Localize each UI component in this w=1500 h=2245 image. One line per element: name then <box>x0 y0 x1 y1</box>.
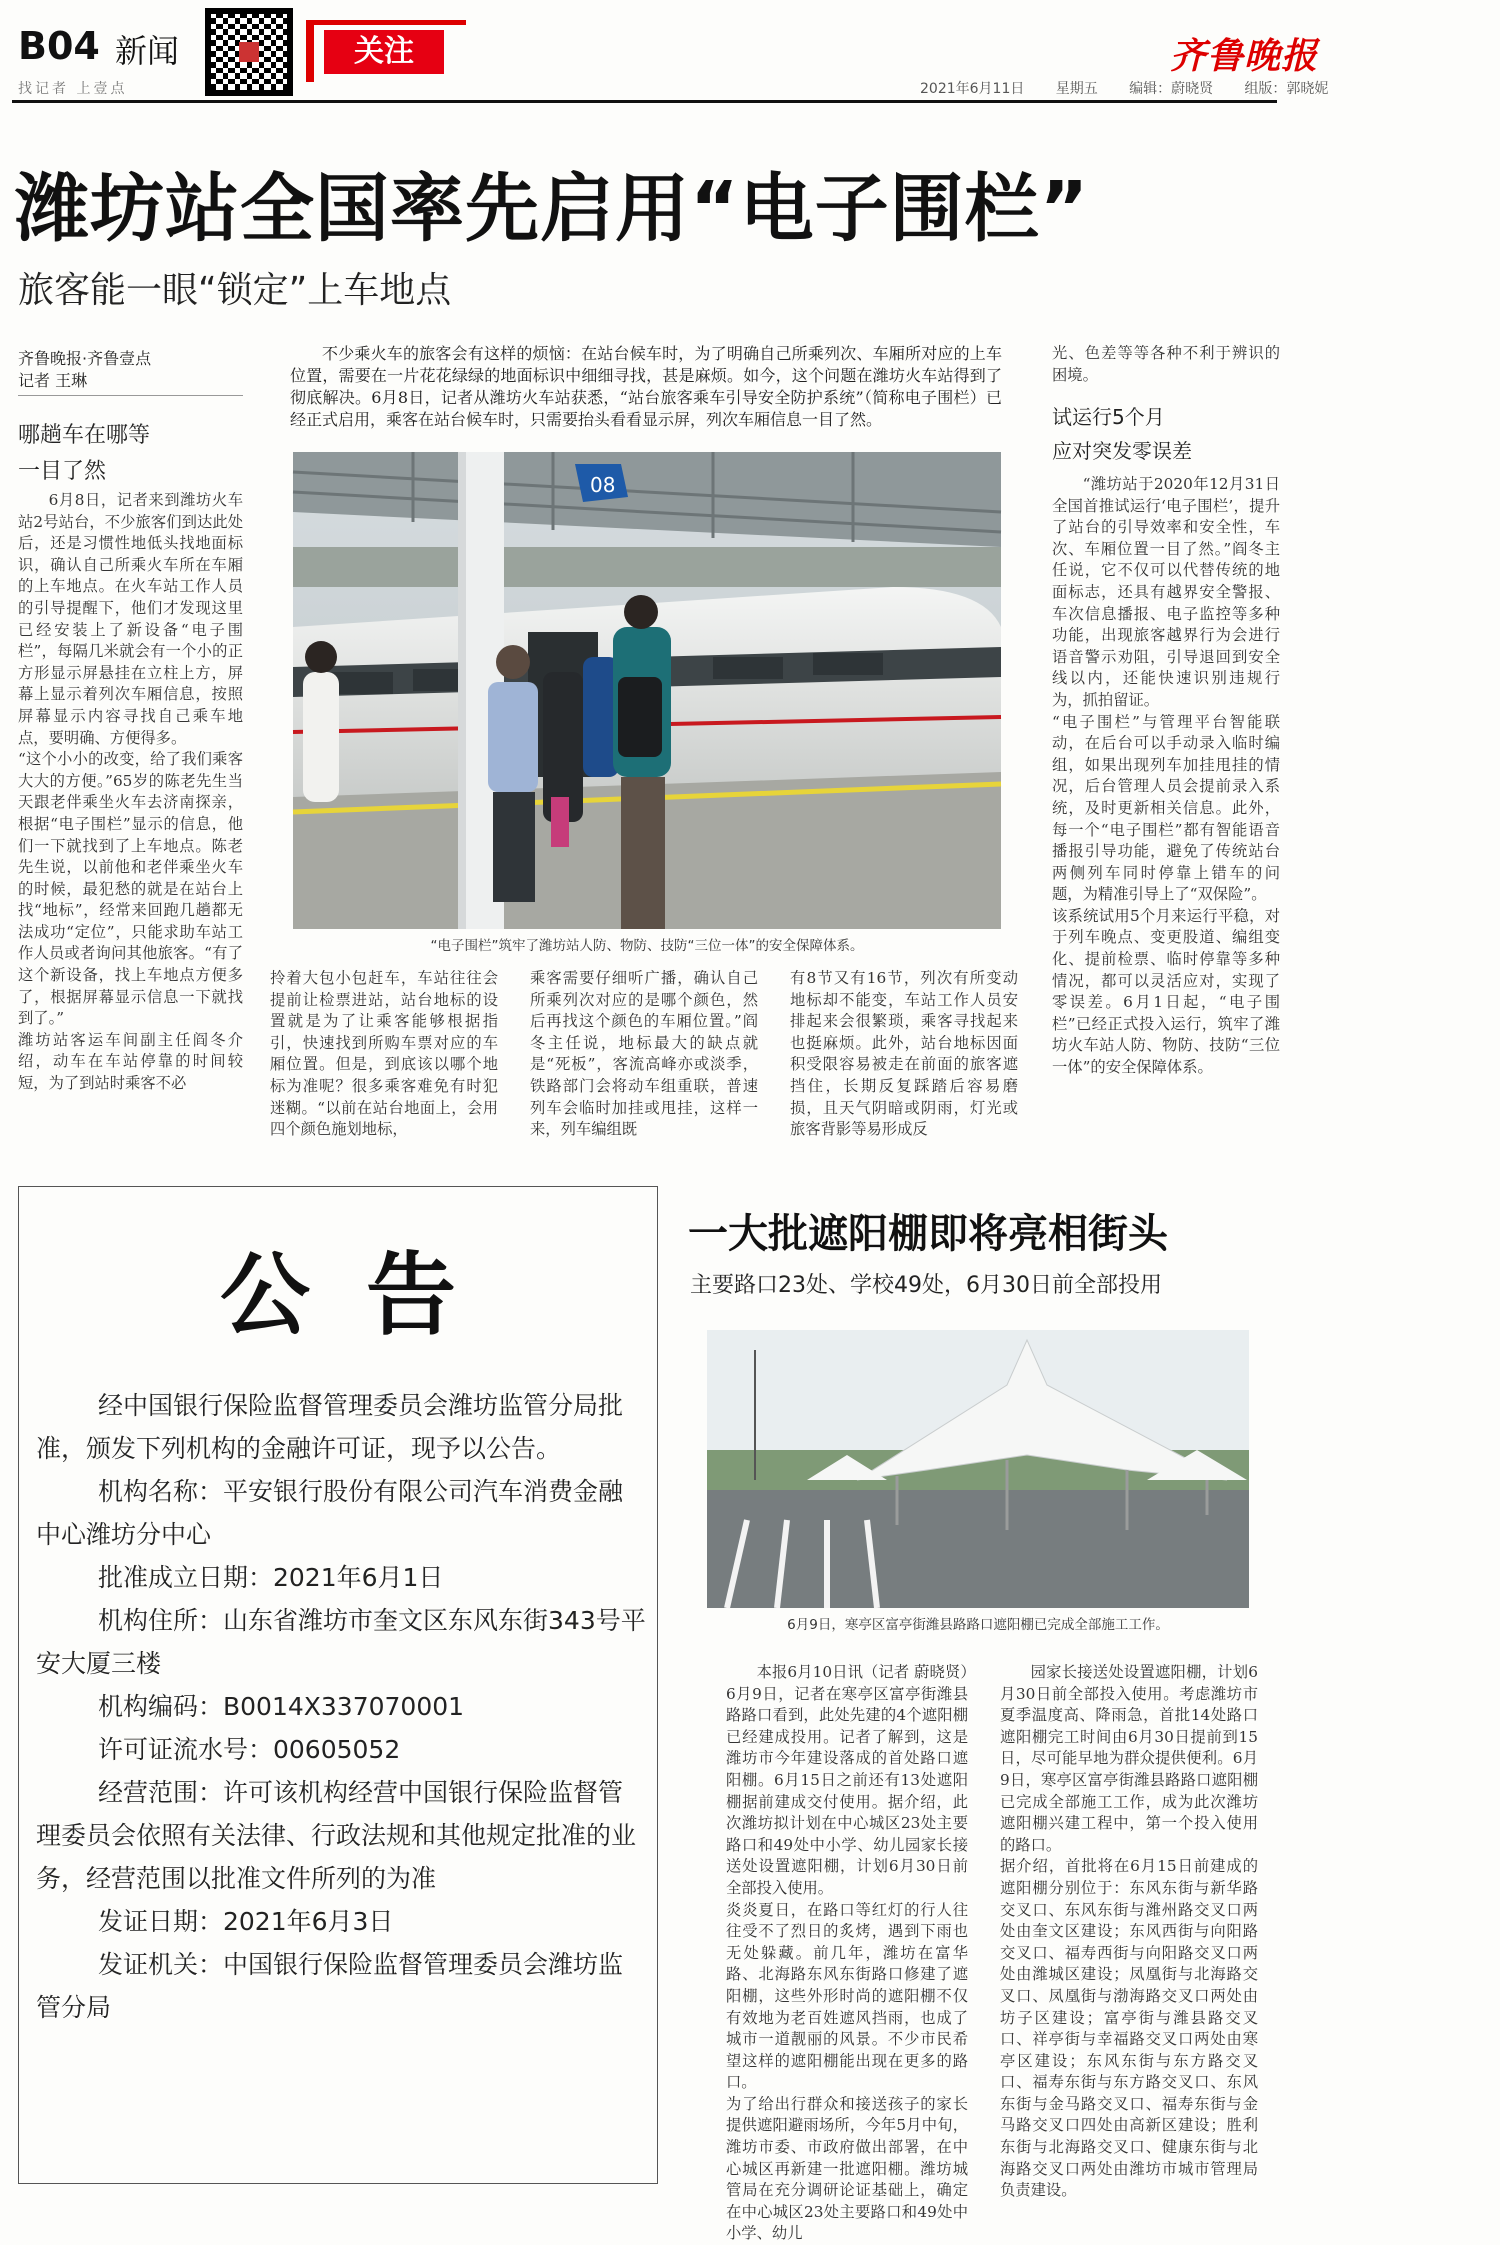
issue-layout: 组版：郭晓妮 <box>1244 81 1329 97</box>
issue-weekday: 星期五 <box>1055 81 1098 97</box>
shade-canopy-photo <box>707 1330 1249 1608</box>
lead-subhead: 旅客能一眼“锁定”上车地点 <box>18 270 452 311</box>
platform-photo <box>293 452 1001 929</box>
notice-issue-date: 发证日期：2021年6月3日 <box>98 1907 394 1936</box>
notice-address: 机构住所：山东省潍坊市奎文区东风东街343号平安大厦三楼 <box>36 1606 646 1678</box>
lead-column-3: 乘客需要仔细听广播，确认自己所乘列次对应的是哪个颜色，然后再找这个颜色的车厢位置。”阎冬主任说，地标最大的缺点就是“死板”，客流高峰亦或淡季，铁路部门会将动车组重联，普速列车会临时加挂或甩挂，这样一来，列车编组既 <box>530 969 758 1139</box>
issue-info <box>920 78 1328 98</box>
notice-intro: 经中国银行保险监督管理委员会潍坊监管分局批准，颁发下列机构的金融许可证，现予以公告。 <box>36 1391 624 1463</box>
lead-byline-reporter: 记者 王琳 <box>18 371 88 390</box>
qr-code-icon[interactable] <box>205 8 293 96</box>
lead-column-1: 6月8日，记者来到潍坊火车站2号站台，不少旅客们到达此处后，还是习惯性地低头找地面标识，确认自己所乘火车所在车厢的上车地点。在火车站工作人员的引导提醒下，他们才发现这里已经安装上了新设备“电子围栏”，每隔几米就会有一个小的正方形显示屏悬挂在立柱上方，屏幕上显示着列次车厢信息，按照屏幕显示内容寻找自己乘车地点，要明确、方便得多。 “这个小小的改变，给了我们乘客大大的方便。”65岁的陈老先生当天跟老伴乘坐火车去济南探亲，根据“电子围栏”显示的信息，他们一下就找到了上车地点。陈老先生说，以前他和老伴乘坐火车的时候，最犯愁的就是在站台上找“地标”，经常来回跑几趟都无法成功“定位”，只能求助车站工作人员或者询问其他旅客。“有了这个新设备，找上车地点方便多了，根据屏幕显示信息一下就找到了。” 潍坊站客运车间副主任阎冬介绍，动车在车站停靠的时间较短，为了到站时乘客不必 <box>18 491 243 1093</box>
platform-photo-drawing <box>293 452 1001 929</box>
story2-column-2: 园家长接送处设置遮阳棚，计划6月30日前全部投入使用。考虑潍坊市夏季温度高、降雨急，首批14处路口遮阳棚完工时间由6月30日提前到15日，尽可能早地为群众提供便利。6月9日，寒亭区富亭街潍县路路口遮阳棚已完成全部施工工作，成为此次潍坊遮阳棚兴建工程中，第一个投入使用的路口。 据介绍，首批将在6月15日前建成的遮阳棚分别位于：东风东街与新华路交叉口、东风东街与潍州路交叉口两处由奎文区建设；东风西街与向阳路交叉口、福寿西街与向阳路交叉口两处由潍城区建设；凤凰街与北海路交叉口、凤凰街与渤海路交叉口两处由坊子区建设；富亭街与潍县路交叉口、祥亭街与幸福路交叉口两处由寒亭区建设；东风东街与东方路交叉口、福寿东街与东方路交叉口、东风东街与金马路交叉口、福寿东街与金马路交叉口四处由高新区建设；胜利东街与北海路交叉口、健康东街与北海路交叉口两处由潍坊市城市管理局负责建设。 <box>1000 1663 1258 2200</box>
sidehead-line-1: 哪趟车在哪等 <box>18 423 151 448</box>
platform-display-number: 08 <box>590 473 616 497</box>
section-name: 新闻 <box>115 32 180 70</box>
notice-title: 公告 <box>220 1243 512 1348</box>
sidehead-right-line-1: 试运行5个月 <box>1052 405 1165 429</box>
notice-scope: 经营范围：许可该机构经营中国银行保险监督管理委员会依照有关法律、行政法规和其他规定批准的业务，经营范围以批准文件所列的为准 <box>36 1778 637 1893</box>
notice-body <box>36 1384 646 2029</box>
lead-byline-source: 齐鲁晚报·齐鲁壹点 <box>18 349 152 368</box>
lead-headline: 潍坊站全国率先启用“电子围栏” <box>15 166 1090 252</box>
issue-editor: 编辑：蔚晓贤 <box>1129 81 1214 97</box>
platform-photo-caption: “电子围栏”筑牢了潍坊站人防、物防、技防“三位一体”的安全保障体系。 <box>430 938 864 954</box>
lead-sidehead <box>18 418 150 490</box>
lead-sidehead-right <box>1052 400 1192 468</box>
lead-column-5: “潍坊站于2020年12月31日全国首推试运行‘电子围栏’，提升了站台的引导效率和安全性，车次、车厢位置一目了然。”阎冬主任说，它不仅可以代替传统的地面标志，还具有越界安全警报、车次信息播报、电子监控等多种功能，出现旅客越界行为会进行语音警示劝阻，引导退回到安全线以内，还能快速识别违规行为，抓拍留证。 “电子围栏”与管理平台智能联动，在后台可以手动录入临时编组，如果出现列车加挂甩挂的情况，后台管理人员会提前录入系统，及时更新相关信息。此外，每一个“电子围栏”都有智能语音播报引导功能，避免了传统站台两侧列车同时停靠上错车的问题，为精准引导上了“双保险”。 该系统试用5个月来运行平稳，对于列车晚点、变更股道、编组变化、提前检票、临时停靠等多种情况，都可以灵活应对，实现了零误差。6月1日起，“电子围栏”已经正式投入运行，筑牢了潍坊火车站人防、物防、技防“三位一体”的安全保障体系。 <box>1052 475 1280 1077</box>
lead-column-2: 拎着大包小包赶车，车站往往会提前让检票进站，站台地标的设置就是为了让乘客能够根据指引，快速找到所购车票对应的车厢位置。但是，到底该以哪个地标为准呢？很多乘客难免有时犯迷糊。“以前在站台地面上，会用四个颜色施划地标， <box>270 969 498 1139</box>
issue-date: 2021年6月11日 <box>920 81 1025 97</box>
shade-canopy-caption: 6月9日，寒亭区富亭街潍县路路口遮阳棚已完成全部施工工作。 <box>787 1617 1169 1633</box>
page-number: B04 <box>18 24 100 68</box>
story2-column-1: 本报6月10日讯（记者 蔚晓贤）6月9日，记者在寒亭区富亭街潍县路路口看到，此处先建的4个遮阳棚已经建成投用。记者了解到，这是潍坊市今年建设落成的首处路口遮阳棚。6月15日之前还有13处遮阳棚据前建成交付使用。据介绍，此次潍坊拟计划在中心城区23处主要路口和49处中小学、幼儿园家长接送处设置遮阳棚，计划6月30日前全部投入使用。 炎炎夏日，在路口等红灯的行人往往受不了烈日的炙烤，遇到下雨也无处躲藏。前几年，潍坊在富华路、北海路东风东街路口修建了遮阳棚，这些外形时尚的遮阳棚不仅有效地为老百姓遮风挡雨，也成了城市一道靓丽的风景。不少市民希望这样的遮阳棚能出现在更多的路口。 为了给出行群众和接送孩子的家长提供遮阳避雨场所，今年5月中旬，潍坊市委、市政府做出部署，在中心城区再新建一批遮阳棚。潍坊城管局在充分调研论证基础上，确定在中心城区23处主要路口和49处中小学、幼儿 <box>726 1663 968 2243</box>
notice-license-no: 许可证流水号：00605052 <box>98 1735 401 1764</box>
sidehead-right-line-2: 应对突发零误差 <box>1052 439 1192 463</box>
story2-subhead: 主要路口23处、学校49处，6月30日前全部投用 <box>690 1273 1162 1298</box>
lead-column-4: 有8节又有16节，列次有所变动地标却不能变，车站工作人员安排起来会很繁琐，乘客寻找起来也挺麻烦。此外，站台地标因面积受限容易被走在前面的旅客遮挡住，长期反复踩踏后容易磨损，且天气阴暗或阴雨，灯光或旅客背影等易形成反 <box>790 969 1018 1139</box>
reporter-slogan: 找记者 上壹点 <box>18 81 128 97</box>
notice-authority: 发证机关：中国银行保险监督管理委员会潍坊监管分局 <box>36 1950 624 2022</box>
column-tag <box>306 20 466 82</box>
column-tag-label: 关注 <box>324 30 444 74</box>
sidehead-line-2: 一目了然 <box>18 459 107 484</box>
newspaper-masthead: 齐鲁晚报 <box>1170 35 1319 77</box>
byline-rule <box>18 395 243 396</box>
lead-column-5-top: 光、色差等等各种不利于辨识的困境。 <box>1052 344 1280 384</box>
lead-intro: 不少乘火车的旅客会有这样的烦恼：在站台候车时，为了明确自己所乘列次、车厢所对应的上车位置，需要在一片花花绿绿的地面标识中细细寻找，甚是麻烦。如今，这个问题在潍坊火车站得到了彻底解决。6月8日，记者从潍坊火车站获悉，“站台旅客乘车引导安全防护系统”（简称电子围栏）已经正式启用，乘客在站台候车时，只需要抬头看看显示屏，列次车厢信息一目了然。 <box>290 344 1002 429</box>
notice-approval-date: 批准成立日期：2021年6月1日 <box>98 1563 444 1592</box>
notice-name: 机构名称：平安银行股份有限公司汽车消费金融中心潍坊分中心 <box>36 1477 624 1549</box>
header-rule <box>12 100 1277 103</box>
shade-canopy-drawing <box>707 1330 1249 1608</box>
notice-code: 机构编码：B0014X337070001 <box>98 1692 465 1721</box>
story2-headline: 一大批遮阳棚即将亮相街头 <box>688 1211 1168 1257</box>
